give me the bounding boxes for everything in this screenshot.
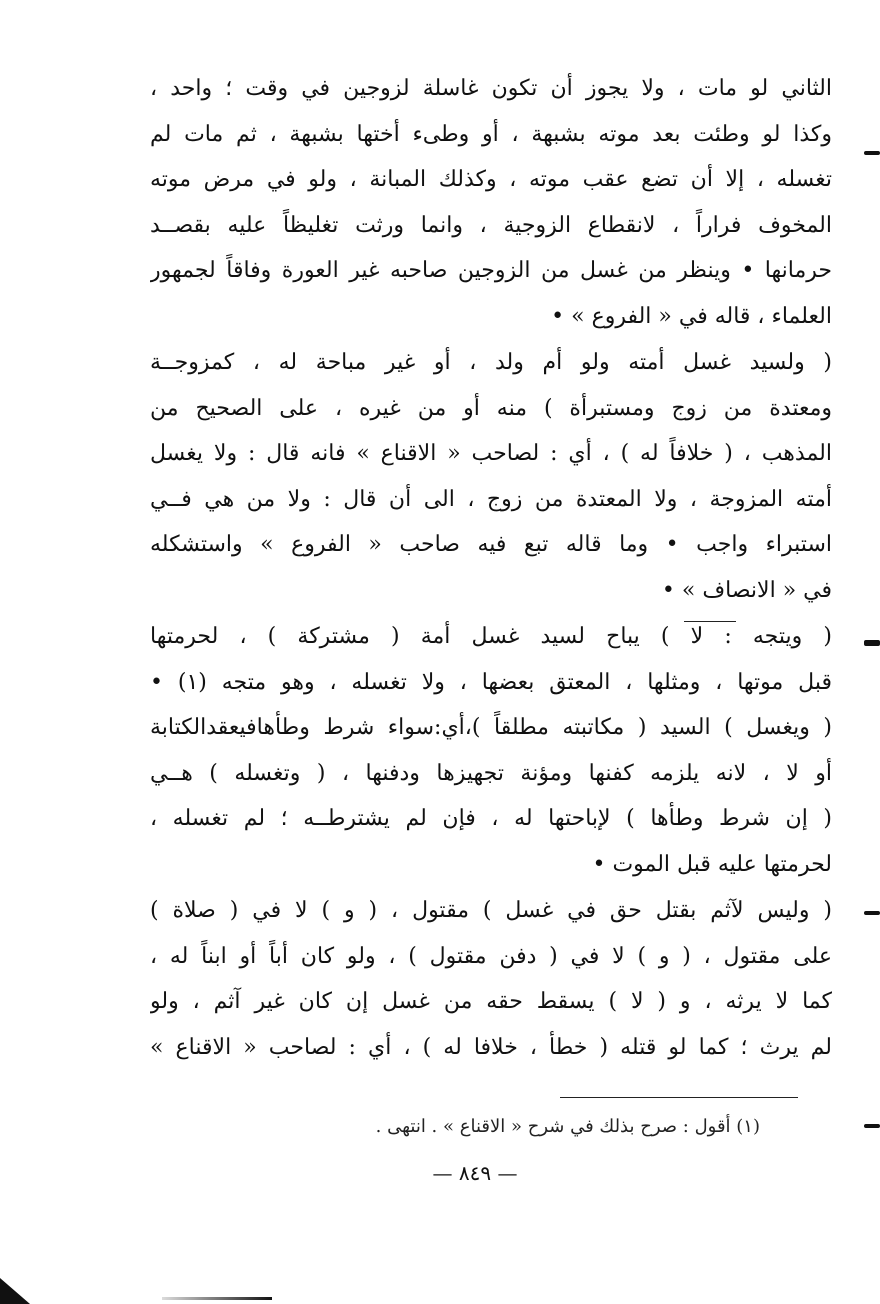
text-line: العلماء ، قاله في « الفروع » •	[551, 303, 832, 329]
text-line: ( ويتجه : لا ) يباح لسيد غسل أمة ( مشتركة ) ، لحرمتها	[150, 624, 832, 649]
text-line: تغسله ، إلا أن تضع عقب موته ، وكذلك المبانة ، ولو في مرض موته	[150, 167, 832, 192]
text-line: أمته المزوجة ، ولا المعتدة من زوج ، الى أن قال : ولا من هي فــي	[150, 486, 832, 512]
text-line: المذهب ، ( خلافاً له ) ، أي : لصاحب « الاقناع » فانه قال : ولا يغسل	[150, 441, 832, 466]
page-number: — ٨٤٩ —	[432, 1161, 518, 1185]
text-line: ( ويغسل ) السيد ( مكاتبته مطلقاً )،أي:سواء شرط وطأهافيعقدالكتابة	[150, 715, 832, 740]
footnote: (١) أقول : صرح بذلك في شرح « الاقناع » . انتهى .	[375, 1116, 760, 1137]
paragraph-1	[150, 66, 832, 339]
text-line: على مقتول ، ( و ) لا في ( دفن مقتول ) ، ولو كان أباً أو ابناً له ،	[150, 943, 832, 969]
scan-edge-shadow	[0, 1278, 30, 1304]
text-line: ومعتدة من زوج ومستبرأة ) منه أو من غيره ، على الصحيح من	[150, 395, 832, 421]
text-line: حرمانها • وينظر من غسل من الزوجين صاحبه غير العورة وفاقاً لجمهور	[150, 258, 832, 283]
text-line: وكذا لو وطئت بعد موته بشبهة ، أو وطىء أختها بشبهة ، ثم مات لم	[150, 121, 832, 147]
text-line: استبراء واجب • وما قاله تبع فيه صاحب « الفروع » واستشكله	[150, 532, 832, 557]
text-line: ( إن شرط وطأها ) لإباحتها له ، فإن لم يشترطــه ؛ لم تغسله ،	[150, 806, 832, 831]
scan-bottom-bar	[162, 1297, 272, 1300]
paragraph-3	[150, 614, 832, 887]
text-line: كما لا يرثه ، و ( لا ) يسقط حقه من غسل إن كان غير آثم ، ولو	[150, 989, 832, 1014]
footnote-divider	[560, 1097, 798, 1098]
margin-mark	[864, 640, 880, 646]
text-line: المخوف فراراً ، لانقطاع الزوجية ، وانما ورثت تغليظاً عليه بقصــد	[150, 212, 832, 238]
text-line: قبل موتها ، ومثلها ، المعتق بعضها ، ولا تغسله ، وهو متجه (١) •	[150, 669, 832, 695]
margin-mark	[864, 151, 880, 155]
margin-mark	[864, 1124, 880, 1128]
margin-mark	[864, 911, 880, 915]
text-line: الثاني لو مات ، ولا يجوز أن تكون غاسلة لزوجين في وقت ؛ واحد ،	[150, 76, 832, 101]
paragraph-2	[150, 340, 832, 613]
text-line: ( ولسيد غسل أمته ولو أم ولد ، أو غير مباحة له ، كمزوجــة	[150, 350, 832, 375]
text-line: أو لا ، لانه يلزمه كفنها ومؤنة تجهيزها ودفنها ، ( وتغسله ) هــي	[150, 760, 832, 786]
text-line: في « الانصاف » •	[661, 577, 832, 603]
paragraph-4	[150, 888, 832, 1070]
text-line: لحرمتها عليه قبل الموت •	[592, 851, 832, 877]
text-line: ( وليس لآثم بقتل حق في غسل ) مقتول ، ( و ) لا في ( صلاة )	[150, 898, 832, 923]
text-line: لم يرث ؛ كما لو قتله ( خطأ ، خلافا له ) ، أي : لصاحب « الاقناع »	[150, 1034, 832, 1060]
